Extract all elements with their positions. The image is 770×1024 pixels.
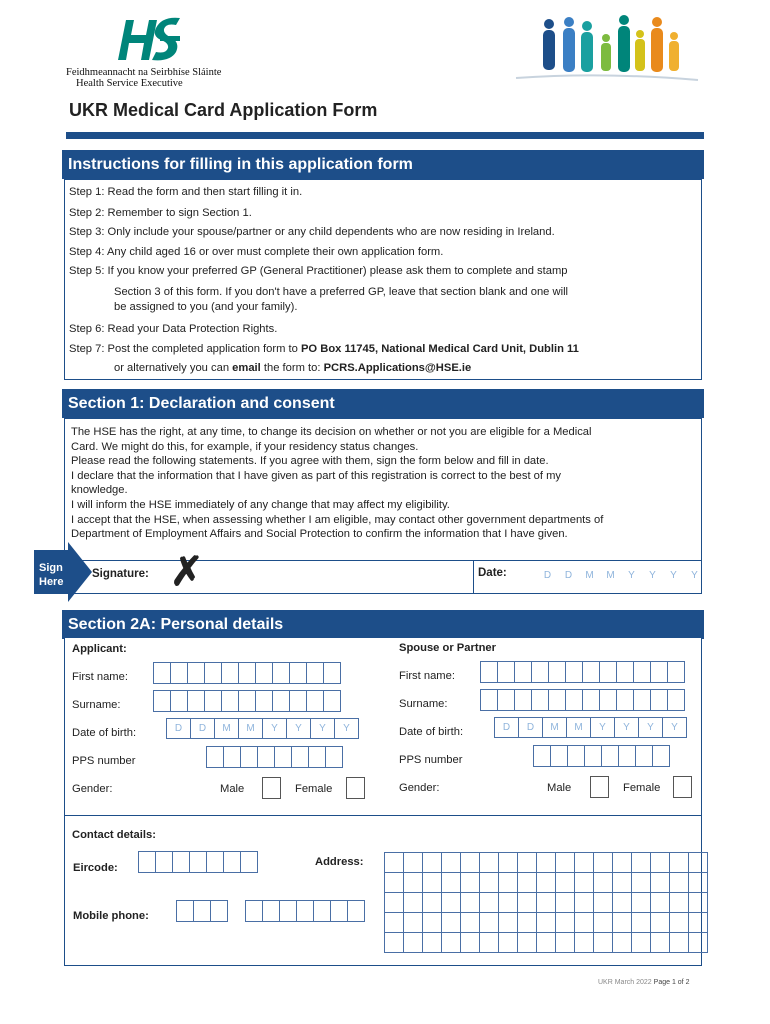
address-input[interactable] <box>384 852 708 953</box>
applicant-male-label: Male <box>220 783 245 795</box>
signature-date-field[interactable]: D D M M Y Y Y Y <box>543 570 698 581</box>
spouse-female-checkbox[interactable] <box>673 776 692 798</box>
declaration-text: The HSE has the right, at any time, to change its decision on whether or not you are eligible for a Medical Card. We might do this, for example, if your residency status changes. Please read the following statements. If you agree with them, sign the form below and fill in date. I declare that the information that I have given as part of this registration is correct to the best of my knowledge. I will inform the HSE immediately of any change that may affect my eligibility. I accept that the HSE, when assessing whether I am eligible, may contact other government departments of Department of Employment Affairs and Social Protection to confirm the information that I have given. <box>71 426 604 541</box>
spouse-surname-label: Surname: <box>399 698 448 710</box>
applicant-dob-label: Date of birth: <box>72 727 137 739</box>
page-footer: UKR March 2022 Page 1 of 2 <box>598 979 690 986</box>
step-5: Step 5: If you know your preferred GP (General Practitioner) please ask them to complete and stamp <box>69 265 568 277</box>
title-divider <box>66 132 704 139</box>
spouse-pps-input[interactable] <box>533 745 669 767</box>
spouse-surname-input[interactable] <box>480 689 684 711</box>
applicant-heading: Applicant: <box>72 643 127 655</box>
hse-logo-text: Feidhmeannacht na Seirbhíse Sláinte Health Service Executive <box>66 67 222 89</box>
email-address-link[interactable]: PCRS.Applications@HSE.ie <box>323 362 472 374</box>
applicant-female-label: Female <box>295 783 333 795</box>
contact-divider <box>64 815 702 816</box>
spouse-female-label: Female <box>623 782 661 794</box>
spouse-heading: Spouse or Partner <box>399 642 496 654</box>
spouse-male-label: Male <box>547 782 572 794</box>
sign-here-label: Sign Here <box>39 562 64 588</box>
signature-x-mark: ✗ <box>170 550 204 594</box>
applicant-surname-label: Surname: <box>72 699 121 711</box>
step-6: Step 6: Read your Data Protection Rights. <box>69 323 278 335</box>
spouse-first-name-label: First name: <box>399 670 455 682</box>
step-4: Step 4: Any child aged 16 or over must complete their own application form. <box>69 246 444 258</box>
hse-logo-icon <box>112 12 182 64</box>
section1-heading: Section 1: Declaration and consent <box>62 389 704 418</box>
spouse-male-checkbox[interactable] <box>590 776 609 798</box>
applicant-first-name-input[interactable] <box>153 662 340 684</box>
form-title: UKR Medical Card Application Form <box>69 100 378 120</box>
applicant-pps-label: PPS number <box>72 755 136 767</box>
signature-divider <box>473 561 474 593</box>
spouse-first-name-input[interactable] <box>480 661 684 683</box>
instructions-heading: Instructions for filling in this application form <box>62 150 704 179</box>
applicant-gender-label: Gender: <box>72 783 113 795</box>
spouse-dob-input[interactable]: D D M M Y Y Y Y <box>494 717 686 738</box>
signature-label: Signature: <box>92 568 149 580</box>
step-5-cont: be assigned to you (and your family). <box>114 301 298 313</box>
step-7-cont: or alternatively you can email the form to: PCRS.Applications@HSE.ie <box>114 362 472 374</box>
people-illustration-icon <box>514 14 700 82</box>
step-3: Step 3: Only include your spouse/partner or any child dependents who are now residing in Ireland. <box>69 226 555 238</box>
spouse-gender-label: Gender: <box>399 782 440 794</box>
step-5-cont: Section 3 of this form. If you don't have a preferred GP, leave that section blank and one will <box>114 286 569 298</box>
eircode-label: Eircode: <box>73 862 118 874</box>
applicant-surname-input[interactable] <box>153 690 340 712</box>
mobile-prefix-input[interactable] <box>176 900 227 922</box>
declaration-box <box>64 418 702 561</box>
step-1: Step 1: Read the form and then start filling it in. <box>69 186 303 198</box>
spouse-dob-label: Date of birth: <box>399 726 464 738</box>
contact-heading: Contact details: <box>72 829 156 841</box>
applicant-male-checkbox[interactable] <box>262 777 281 799</box>
address-label: Address: <box>315 856 364 868</box>
spouse-pps-label: PPS number <box>399 754 463 766</box>
applicant-dob-input[interactable]: D D M M Y Y Y Y <box>166 718 358 739</box>
applicant-first-name-label: First name: <box>72 671 128 683</box>
mobile-label: Mobile phone: <box>73 910 149 922</box>
step-7: Step 7: Post the completed application form to PO Box 11745, National Medical Card Unit, Dublin 11 <box>69 343 579 355</box>
mobile-number-input[interactable] <box>245 900 364 922</box>
step-2: Step 2: Remember to sign Section 1. <box>69 207 252 219</box>
instructions-box <box>64 179 702 380</box>
eircode-input[interactable] <box>138 851 257 873</box>
date-label: Date: <box>478 567 507 579</box>
section2a-heading: Section 2A: Personal details <box>62 610 704 639</box>
applicant-pps-input[interactable] <box>206 746 342 768</box>
applicant-female-checkbox[interactable] <box>346 777 365 799</box>
signature-field[interactable] <box>185 561 473 593</box>
